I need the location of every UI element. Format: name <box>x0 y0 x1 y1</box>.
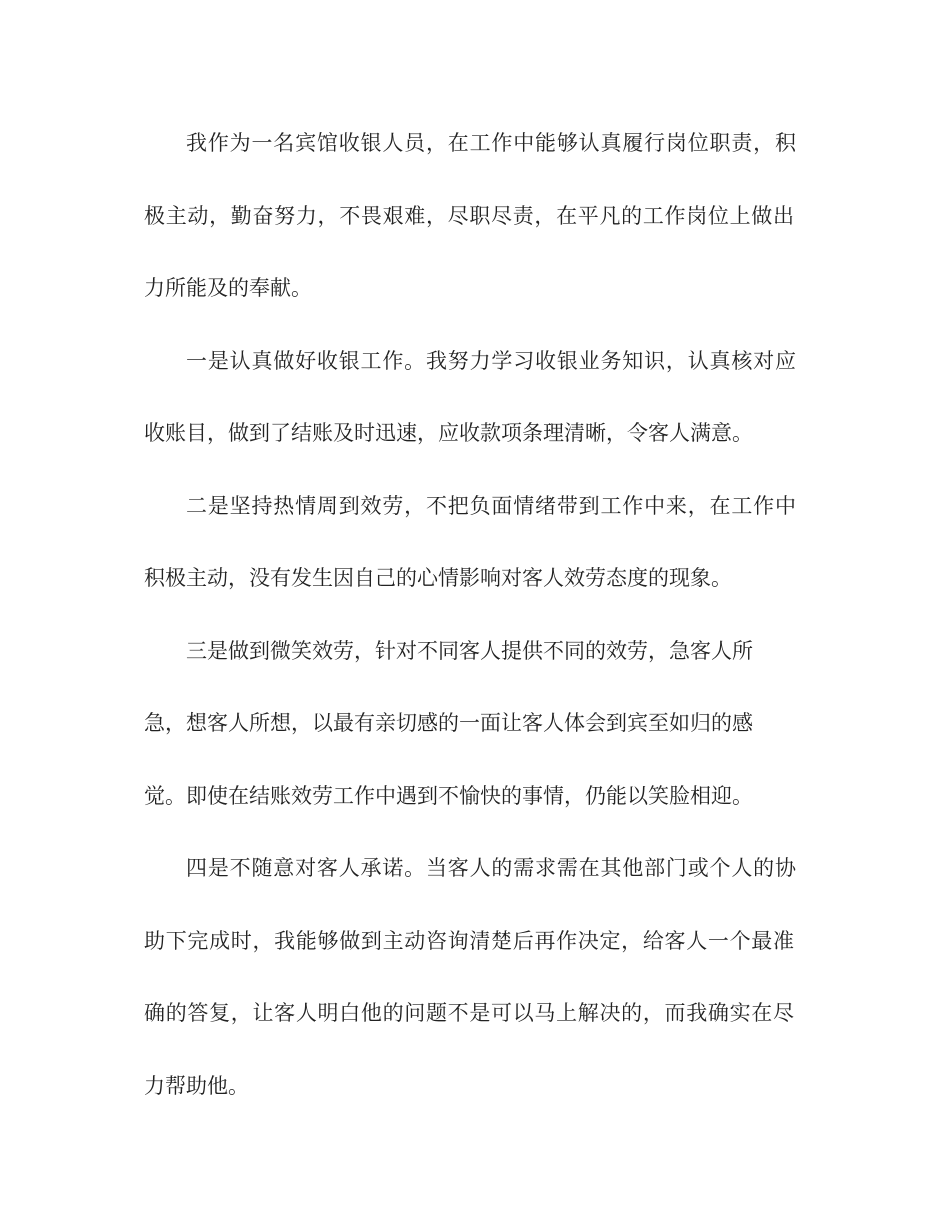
paragraph-line: 四是不随意对客人承诺。当客人的需求需在其他部门或个人的协 <box>186 856 796 880</box>
paragraph-line: 助下完成时，我能够做到主动咨询清楚后再作决定，给客人一个最准 <box>144 929 794 953</box>
paragraph-line: 积极主动，没有发生因自己的心情影响对客人效劳态度的现象。 <box>144 566 732 590</box>
paragraph-line: 收账目，做到了结账及时迅速，应收款项条理清晰，令客人满意。 <box>144 421 753 445</box>
paragraph-line: 一是认真做好收银工作。我努力学习收银业务知识，认真核对应 <box>186 349 796 373</box>
paragraph-line: 极主动，勤奋努力，不畏艰难，尽职尽责，在平凡的工作岗位上做出 <box>144 204 794 228</box>
paragraph-line: 力所能及的奉献。 <box>144 276 312 300</box>
paragraph-line: 二是坚持热情周到效劳，不把负面情绪带到工作中来，在工作中 <box>186 494 796 518</box>
paragraph-line: 我作为一名宾馆收银人员，在工作中能够认真履行岗位职责，积 <box>186 131 796 155</box>
paragraph-line: 力帮助他。 <box>144 1074 249 1098</box>
paragraph-line: 急，想客人所想，以最有亲切感的一面让客人体会到宾至如归的感 <box>144 711 753 735</box>
paragraph-line: 确的答复，让客人明白他的问题不是可以马上解决的，而我确实在尽 <box>144 1001 794 1025</box>
paragraph-line: 觉。即使在结账效劳工作中遇到不愉快的事情，仍能以笑脸相迎。 <box>144 784 753 808</box>
paragraph-line: 三是做到微笑效劳，针对不同客人提供不同的效劳，急客人所 <box>186 639 753 663</box>
